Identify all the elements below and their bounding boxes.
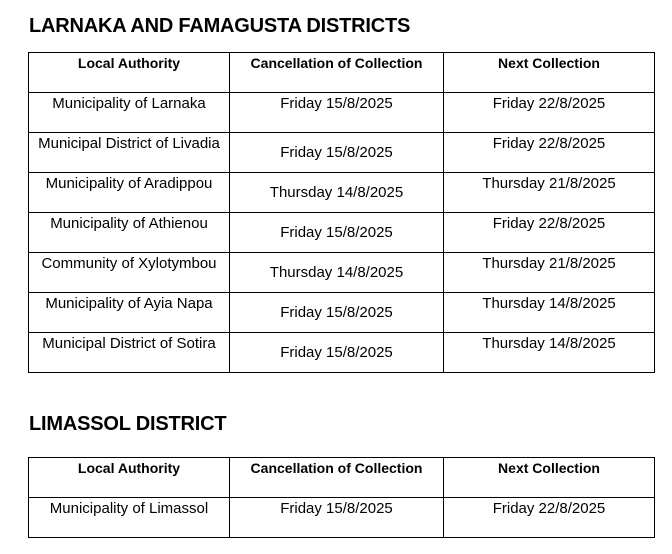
cell-cancellation: Friday 15/8/2025 — [230, 213, 444, 253]
cell-next: Friday 22/8/2025 — [444, 133, 655, 173]
table-row — [29, 173, 655, 213]
header-next-collection: Next Collection — [444, 458, 655, 498]
cell-authority: Community of Xylotymbou — [29, 253, 230, 293]
cell-next: Friday 22/8/2025 — [444, 498, 655, 538]
cell-next: Friday 22/8/2025 — [444, 93, 655, 133]
cell-cancellation: Friday 15/8/2025 — [230, 333, 444, 373]
table-row — [29, 133, 655, 173]
cell-next: Thursday 21/8/2025 — [444, 253, 655, 293]
cell-next: Friday 22/8/2025 — [444, 213, 655, 253]
header-cancellation: Cancellation of Collection — [230, 458, 444, 498]
cell-next: Thursday 14/8/2025 — [444, 293, 655, 333]
cell-authority: Municipality of Aradippou — [29, 173, 230, 213]
cell-authority: Municipality of Ayia Napa — [29, 293, 230, 333]
table-row — [29, 213, 655, 253]
cell-cancellation: Friday 15/8/2025 — [230, 93, 444, 133]
table-row — [29, 93, 655, 133]
collection-table-limassol — [28, 457, 655, 538]
section-title-larnaka-famagusta: LARNAKA AND FAMAGUSTA DISTRICTS — [29, 15, 411, 37]
cell-authority: Municipal District of Livadia — [29, 133, 230, 173]
cell-cancellation: Thursday 14/8/2025 — [230, 253, 444, 293]
cell-next: Thursday 14/8/2025 — [444, 333, 655, 373]
table-header-row — [29, 458, 655, 498]
section-title-limassol: LIMASSOL DISTRICT — [29, 413, 227, 435]
cell-cancellation: Friday 15/8/2025 — [230, 133, 444, 173]
table-row — [29, 333, 655, 373]
header-next-collection: Next Collection — [444, 53, 655, 93]
table-header-row — [29, 53, 655, 93]
header-local-authority: Local Authority — [29, 458, 230, 498]
cell-authority: Municipality of Athienou — [29, 213, 230, 253]
cell-next: Thursday 21/8/2025 — [444, 173, 655, 213]
table-row — [29, 498, 655, 538]
cell-cancellation: Friday 15/8/2025 — [230, 293, 444, 333]
cell-cancellation: Friday 15/8/2025 — [230, 498, 444, 538]
table-row — [29, 253, 655, 293]
table-row — [29, 293, 655, 333]
header-cancellation: Cancellation of Collection — [230, 53, 444, 93]
cell-authority: Municipality of Larnaka — [29, 93, 230, 133]
collection-table-larnaka-famagusta — [28, 52, 655, 373]
cell-authority: Municipality of Limassol — [29, 498, 230, 538]
header-local-authority: Local Authority — [29, 53, 230, 93]
cell-cancellation: Thursday 14/8/2025 — [230, 173, 444, 213]
cell-authority: Municipal District of Sotira — [29, 333, 230, 373]
